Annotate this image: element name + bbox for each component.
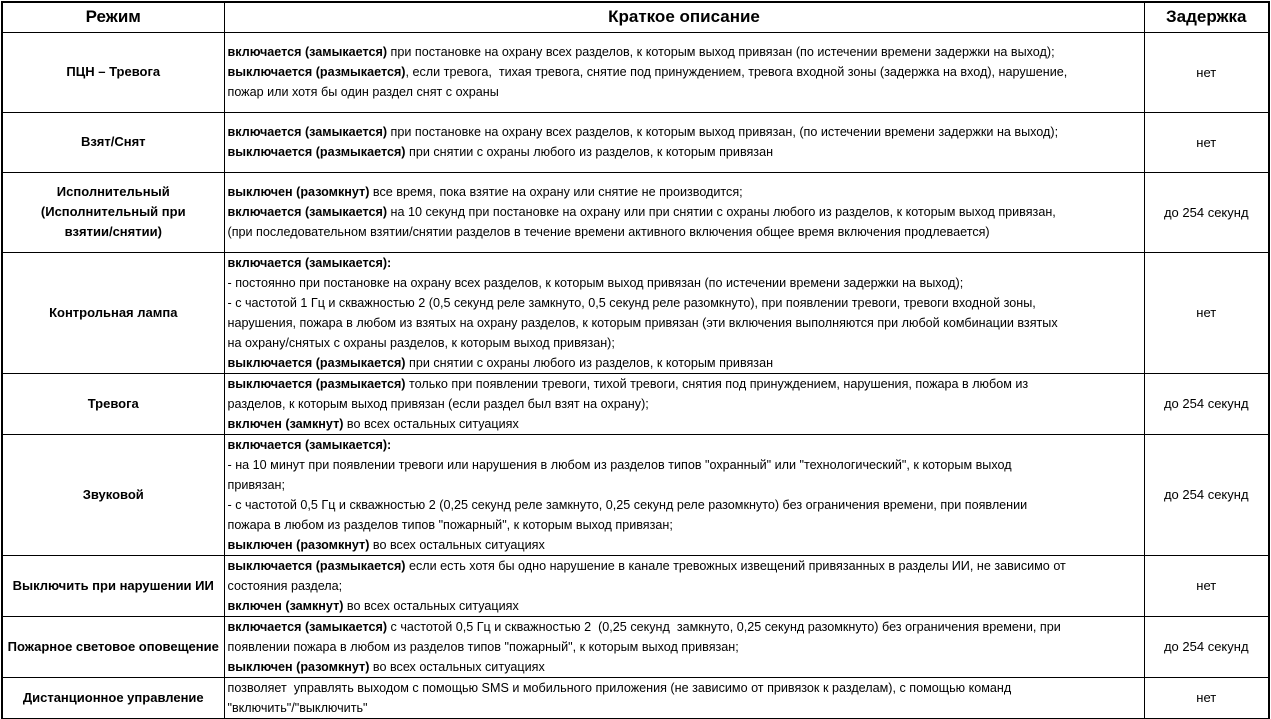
- description-line: [228, 142, 1144, 162]
- description-line: [228, 414, 1144, 434]
- description-text: только при появлении тревоги, тихой тревоги, снятия под принуждением, нарушения, пожара в любом из: [405, 376, 1029, 391]
- description-line: [228, 617, 1144, 637]
- description-line: [228, 82, 1144, 102]
- header-description: Краткое описание: [224, 2, 1144, 32]
- description-text: - постоянно при постановке на охрану всех разделов, к которым выход привязан (по истечении времени задержки на выход);: [227, 275, 964, 290]
- description-text: при снятии с охраны любого из разделов, к которым привязан: [405, 355, 774, 370]
- description-cell: [224, 616, 1144, 677]
- description-cell: [224, 252, 1144, 373]
- description-line: [228, 313, 1144, 333]
- state-label: включается (замыкается): [227, 125, 388, 139]
- mode-name: (Исполнительный при: [40, 204, 186, 219]
- description-text: , если тревога, тихая тревога, снятие под принуждением, тревога входной зоны (задержка на вход), нарушение,: [405, 65, 1068, 79]
- table-header-row: [2, 2, 1269, 32]
- description-text: во всех остальных ситуациях: [369, 537, 545, 552]
- description-line: [228, 293, 1144, 313]
- mode-name: Тревога: [87, 395, 139, 411]
- description-line: [228, 42, 1144, 62]
- description-text: на 10 секунд при постановке на охрану или при снятии с охраны любого из разделов, к которым выход привязан,: [387, 205, 1056, 219]
- description-text: - с частотой 0,5 Гц и скважностью 2 (0,25 секунд реле замкнуто, 0,25 секунд реле разомкнуто) без ограничения времени, при появлении: [227, 497, 1028, 512]
- description-text: разделов, к которым выход привязан (если раздел был взят на охрану);: [227, 396, 649, 411]
- state-label: включается (замыкается): [227, 205, 388, 219]
- delay-cell: до 254 секунд: [1144, 172, 1269, 252]
- table-body: [2, 32, 1269, 718]
- mode-name: Пожарное световое оповещение: [7, 638, 219, 654]
- delay-cell: до 254 секунд: [1144, 616, 1269, 677]
- description-text: "включить"/"выключить": [227, 700, 368, 715]
- description-text: во всех остальных ситуациях: [343, 416, 519, 431]
- description-cell: [224, 555, 1144, 616]
- output-modes-table: [1, 1, 1270, 719]
- mode-name: взятии/снятии): [64, 224, 162, 239]
- description-text: при снятии с охраны любого из разделов, к которым привязан: [405, 145, 774, 159]
- description-cell: [224, 172, 1144, 252]
- description-line: [228, 657, 1144, 677]
- description-text: (при последовательном взятии/снятии разделов в течение времени активного включения общее время включения продлевается): [227, 225, 990, 239]
- mode-name: Взят/Снят: [80, 134, 146, 149]
- description-line: [228, 374, 1144, 394]
- description-line: [228, 556, 1144, 576]
- description-line: [228, 122, 1144, 142]
- state-label: выключается (размыкается): [227, 355, 406, 370]
- state-label: выключен (разомкнут): [227, 659, 370, 674]
- delay-cell: нет: [1144, 677, 1269, 718]
- description-text: позволяет управлять выходом с помощью SMS и мобильного приложения (не зависимо от привязок к разделам), с помощью команд: [227, 680, 1012, 695]
- description-line: [228, 515, 1144, 535]
- state-label: выключается (размыкается): [227, 65, 406, 79]
- state-label: включается (замыкается): [227, 619, 388, 634]
- mode-name: Исполнительный: [56, 184, 170, 199]
- description-text: появлении пожара в любом из разделов типов "пожарный", к которым выход привязан;: [227, 639, 739, 654]
- delay-cell: до 254 секунд: [1144, 434, 1269, 555]
- description-text: все время, пока взятие на охрану или снятие не производится;: [369, 185, 743, 199]
- description-line: [228, 576, 1144, 596]
- description-text: во всех остальных ситуациях: [343, 598, 519, 613]
- state-label: выключен (разомкнут): [227, 537, 370, 552]
- description-text: - с частотой 1 Гц и скважностью 2 (0,5 секунд реле замкнуто, 0,5 секунд реле разомкнуто), при появлении тревоги, тревоги входной зоны,: [227, 295, 1036, 310]
- description-line: [228, 495, 1144, 515]
- table-row: [2, 112, 1269, 172]
- description-text: если есть хотя бы одно нарушение в канале тревожных извещений привязанных в разделы ИИ, не зависимо от: [405, 558, 1066, 573]
- description-line: [228, 182, 1144, 202]
- state-label: выключается (размыкается): [227, 558, 406, 573]
- delay-cell: нет: [1144, 252, 1269, 373]
- description-text: пожар или хотя бы один раздел снят с охраны: [227, 85, 499, 99]
- description-text: состояния раздела;: [227, 578, 343, 593]
- mode-cell: [2, 32, 224, 112]
- description-line: [228, 62, 1144, 82]
- description-line: [228, 637, 1144, 657]
- table-row: [2, 32, 1269, 112]
- delay-cell: нет: [1144, 555, 1269, 616]
- state-label: выключается (размыкается): [227, 376, 406, 391]
- mode-name: ПЦН – Тревога: [66, 64, 161, 79]
- mode-name: Дистанционное управление: [22, 689, 204, 705]
- state-label: включается (замыкается):: [227, 255, 392, 270]
- header-delay: Задержка: [1144, 2, 1269, 32]
- description-text: во всех остальных ситуациях: [369, 659, 545, 674]
- description-line: [228, 455, 1144, 475]
- description-line: [228, 273, 1144, 293]
- mode-cell: [2, 555, 224, 616]
- table-row: [2, 555, 1269, 616]
- description-cell: [224, 434, 1144, 555]
- mode-cell: [2, 112, 224, 172]
- description-line: [228, 394, 1144, 414]
- delay-cell: нет: [1144, 112, 1269, 172]
- description-cell: [224, 32, 1144, 112]
- description-line: [228, 596, 1144, 616]
- delay-cell: до 254 секунд: [1144, 373, 1269, 434]
- state-label: выключен (разомкнут): [227, 185, 370, 199]
- header-mode: Режим: [2, 2, 224, 32]
- mode-cell: [2, 172, 224, 252]
- state-label: включается (замыкается): [227, 45, 388, 59]
- state-label: включен (замкнут): [227, 598, 344, 613]
- description-line: [228, 253, 1144, 273]
- description-text: при постановке на охрану всех разделов, к которым выход привязан (по истечении времени задержки на выход);: [387, 45, 1055, 59]
- mode-cell: [2, 373, 224, 434]
- description-line: [228, 222, 1144, 242]
- table-row: [2, 616, 1269, 677]
- description-cell: [224, 373, 1144, 434]
- mode-cell: [2, 616, 224, 677]
- description-line: [228, 475, 1144, 495]
- delay-cell: нет: [1144, 32, 1269, 112]
- description-line: [228, 535, 1144, 555]
- table-row: [2, 172, 1269, 252]
- description-text: с частотой 0,5 Гц и скважностью 2 (0,25 секунд замкнуто, 0,25 секунд разомкнуто) без ограничения времени, при: [387, 619, 1061, 634]
- description-text: - на 10 минут при появлении тревоги или нарушения в любом из разделов типов "охранный" или "технологический", к которым выход: [227, 457, 1012, 472]
- description-line: [228, 202, 1144, 222]
- mode-name: Звуковой: [82, 486, 144, 502]
- description-text: привязан;: [227, 477, 285, 492]
- mode-cell: [2, 252, 224, 373]
- mode-name: Контрольная лампа: [49, 304, 178, 320]
- description-text: нарушения, пожара в любом из взятых на охрану разделов, к которым привязан (эти включения выполняются при любой комбинации взятых: [227, 315, 1058, 330]
- description-line: [228, 333, 1144, 353]
- table-row: [2, 252, 1269, 373]
- mode-name: Выключить при нарушении ИИ: [12, 577, 214, 593]
- description-line: [228, 698, 1144, 718]
- description-cell: [224, 112, 1144, 172]
- description-line: [228, 678, 1144, 698]
- description-text: пожара в любом из разделов типов "пожарный", к которым выход привязан;: [227, 517, 673, 532]
- mode-cell: [2, 434, 224, 555]
- table-row: [2, 373, 1269, 434]
- state-label: выключается (размыкается): [227, 145, 406, 159]
- description-line: [228, 435, 1144, 455]
- description-line: [228, 353, 1144, 373]
- state-label: включается (замыкается):: [227, 437, 392, 452]
- state-label: включен (замкнут): [227, 416, 344, 431]
- description-text: на охрану/снятых с охраны разделов, к которым выход привязан);: [227, 335, 615, 350]
- description-text: при постановке на охрану всех разделов, к которым выход привязан, (по истечении времени задержки на выход);: [387, 125, 1059, 139]
- table-row: [2, 434, 1269, 555]
